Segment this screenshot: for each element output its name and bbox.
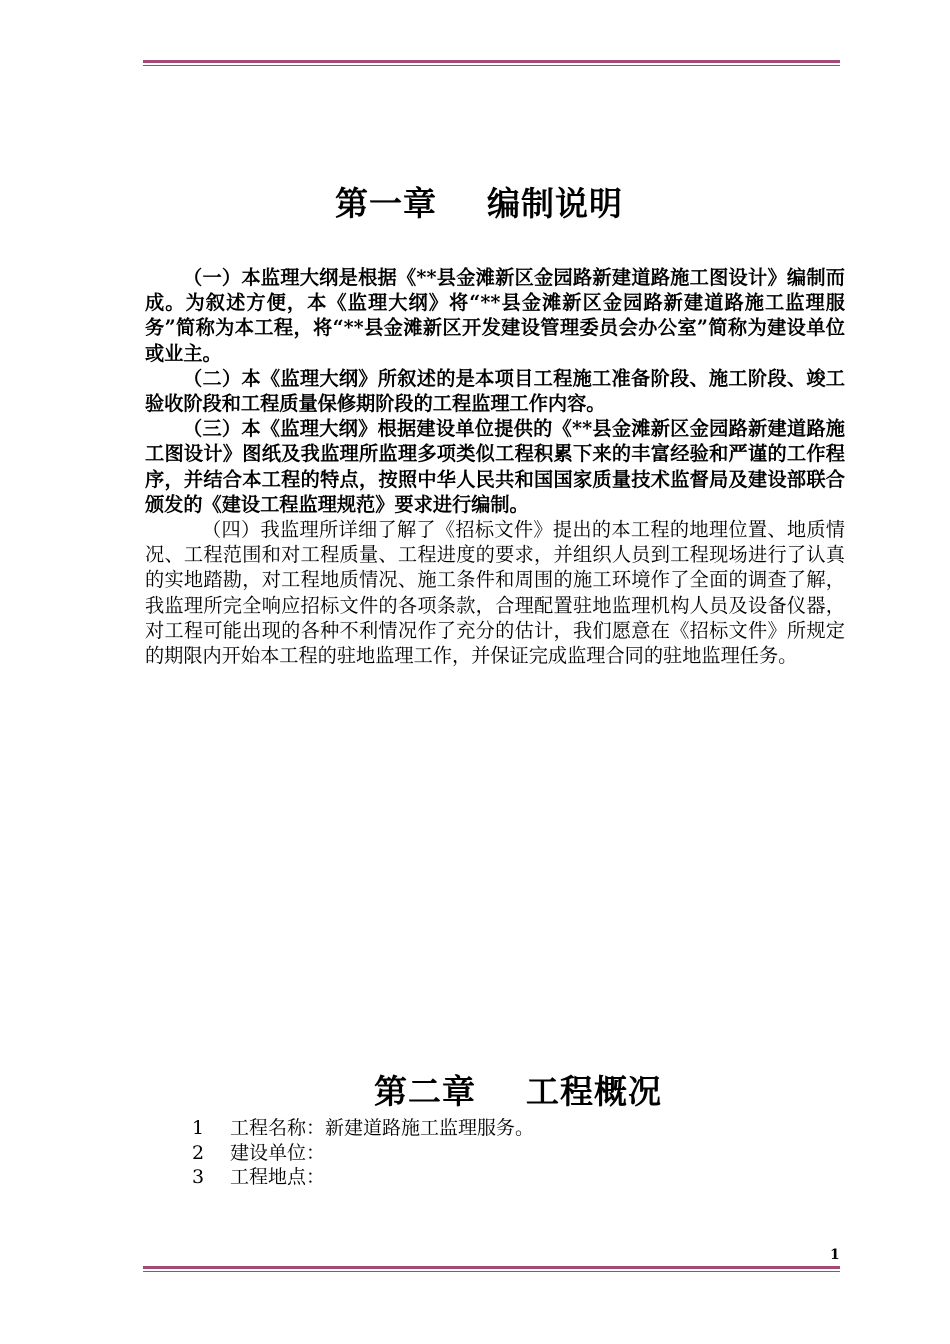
list-item-number: 1 <box>192 1117 205 1139</box>
paragraph-1: （一）本监理大纲是根据《**县金滩新区金园路新建道路施工图设计》编制而成。为叙述方便，本《监理大纲》将“**县金滩新区金园路新建道路施工监理服务”简称为本工程，将“**县金滩新区开发建设管理委员会办公室”简称为建设单位或业主。 <box>145 266 845 365</box>
footer-rule-thin <box>143 1271 840 1272</box>
chapter-2-title: 第二章 工程概况 <box>374 1072 662 1111</box>
list-item <box>192 1116 534 1141</box>
list-item <box>192 1141 534 1166</box>
chapter-1-body <box>145 265 845 668</box>
paragraph-4: （四）我监理所详细了解了《招标文件》提出的本工程的地理位置、地质情况、工程范围和对工程质量、工程进度的要求，并组织人员到工程现场进行了认真的实地踏勘，对工程地质情况、施工条件和周围的施工环境作了全面的调查了解，我监理所完全响应招标文件的各项条款，合理配置驻地监理机构人员及设备仪器，对工程可能出现的各种不利情况作了充分的估计，我们愿意在《招标文件》所规定的期限内开始本工程的驻地监理工作，并保证完成监理合同的驻地监理任务。 <box>145 518 845 668</box>
list-item-text: 工程地点： <box>230 1166 326 1188</box>
header-rule-thin <box>143 65 840 66</box>
footer-rule <box>143 1266 840 1269</box>
paragraph-3: （三）本《监理大纲》根据建设单位提供的《**县金滩新区金园路新建道路施工图设计》图纸及我监理所监理多项类似工程积累下来的丰富经验和严谨的工作程序，并结合本工程的特点，按照中华人民共和国国家质量技术监督局及建设部联合颁发的《建设工程监理规范》要求进行编制。 <box>145 417 845 516</box>
list-item <box>192 1165 534 1190</box>
list-item-number: 2 <box>192 1141 205 1164</box>
list-item-number: 3 <box>192 1166 205 1188</box>
header-rule <box>143 60 840 63</box>
list-item-text: 工程名称：新建道路施工监理服务。 <box>230 1117 535 1139</box>
paragraph-2: （二）本《监理大纲》所叙述的是本项目工程施工准备阶段、施工阶段、竣工验收阶段和工程质量保修期阶段的工程监理工作内容。 <box>145 366 845 416</box>
chapter-1-title: 第一章 编制说明 <box>335 184 623 223</box>
list-item-text: 建设单位： <box>230 1141 326 1164</box>
project-info-list <box>192 1116 534 1190</box>
page-number: 1 <box>830 1247 840 1263</box>
